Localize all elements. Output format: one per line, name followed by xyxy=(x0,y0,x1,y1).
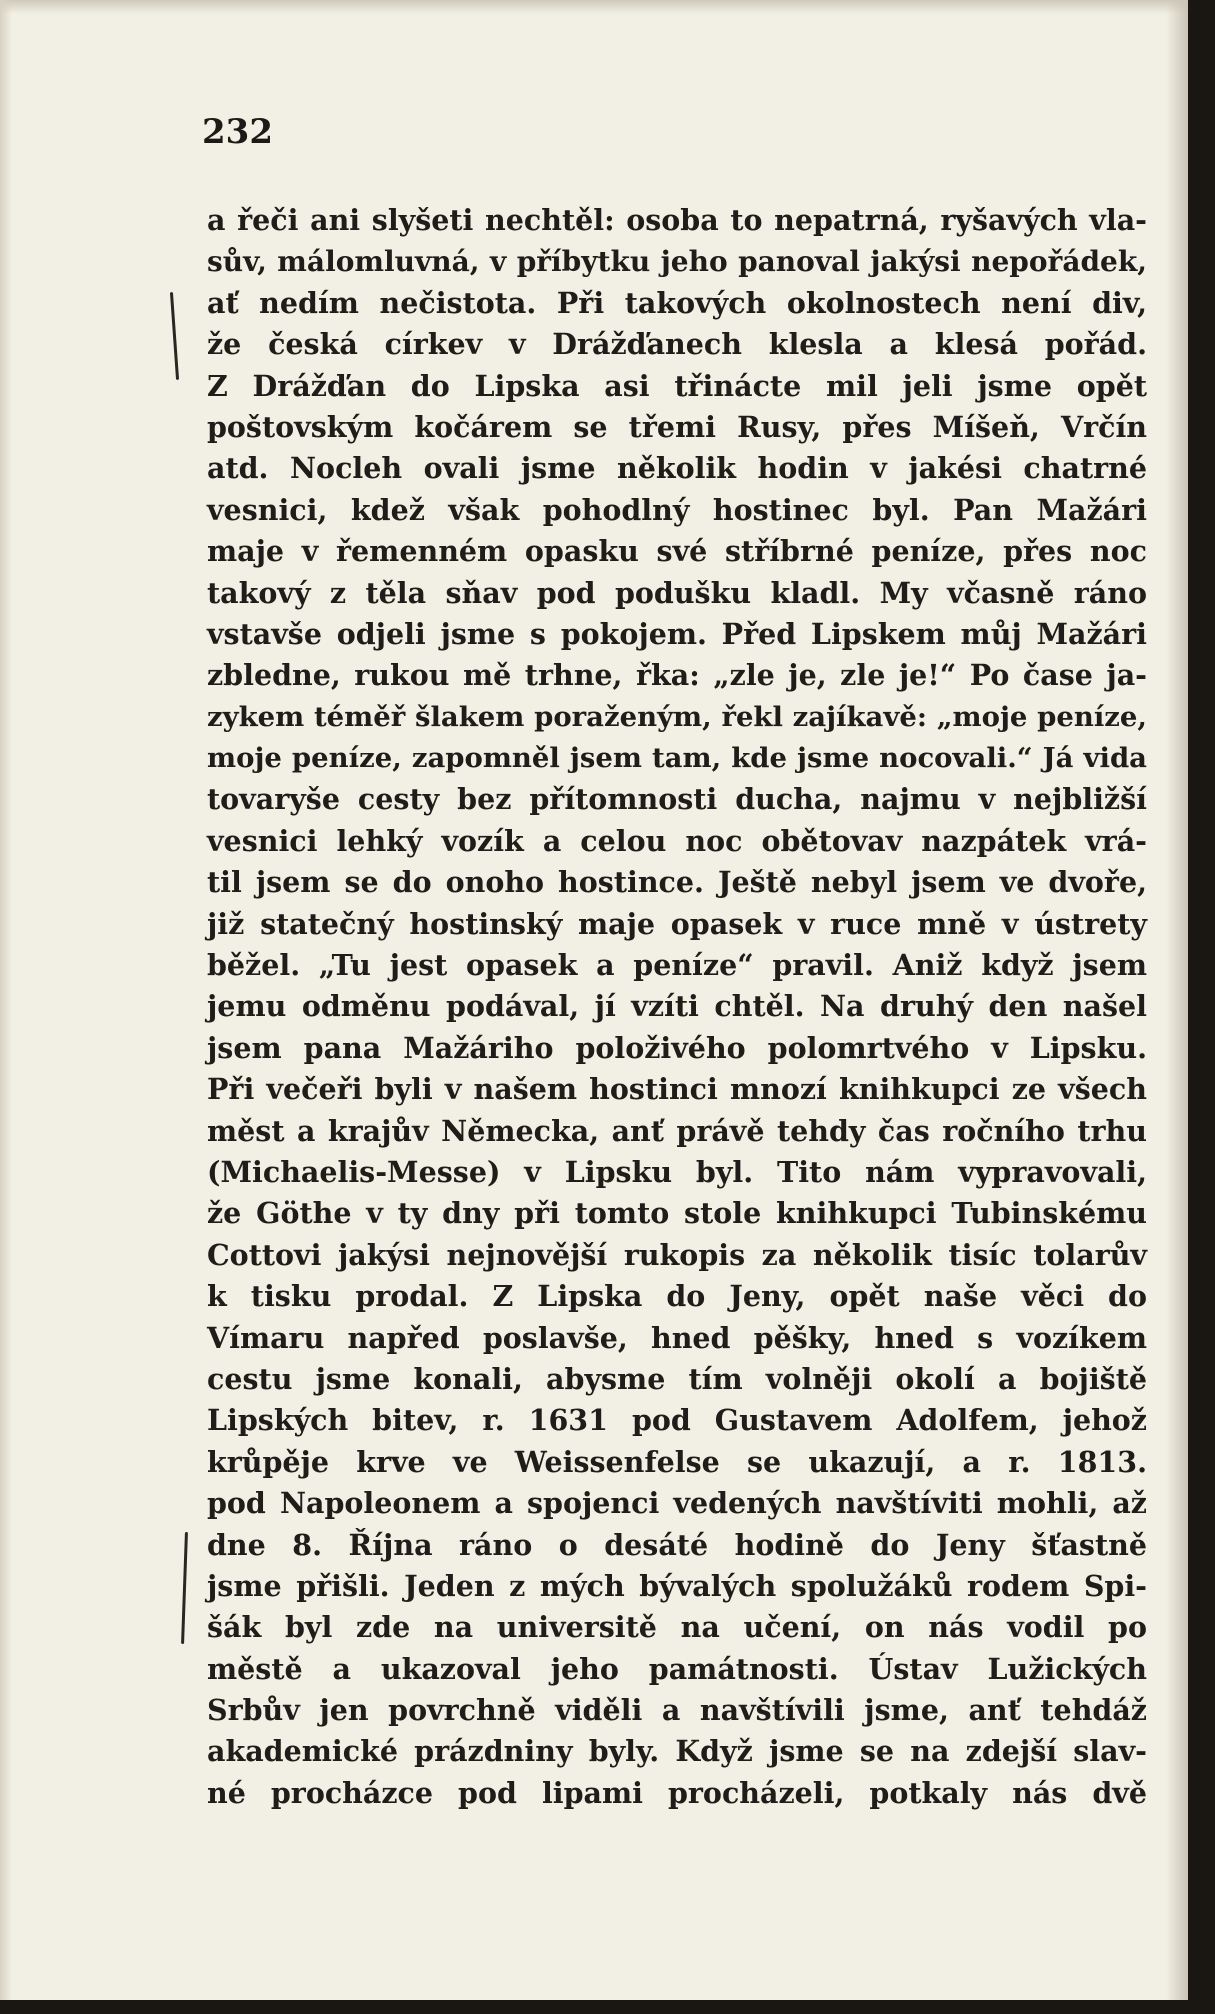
page-gutter-shadow xyxy=(1166,0,1188,2000)
text-line: šák byl zde na universitě na učení, on nás vodil po xyxy=(207,1610,1147,1645)
text-line: moje peníze, zapomněl jsem tam, kde jsme nocovali.“ Já vida xyxy=(207,742,1147,775)
text-line: že Göthe v ty dny při tomto stole knihkupci Tubinskému xyxy=(207,1196,1147,1231)
page-left-shadow xyxy=(0,0,12,2000)
margin-pencil-mark xyxy=(181,1532,188,1644)
text-line: jsme přišli. Jeden z mých bývalých spolužáků rodem Spi- xyxy=(207,1568,1147,1603)
text-line: jemu odměnu podával, jí vzíti chtěl. Na druhý den našel xyxy=(207,989,1147,1024)
text-line: atd. Nocleh ovali jsme několik hodin v jakési chatrné xyxy=(207,451,1147,486)
text-line: běžel. „Tu jest opasek a peníze“ pravil. Aniž když jsem xyxy=(207,948,1147,983)
text-line: pod Napoleonem a spojenci vedených navštíviti mohli, až xyxy=(207,1486,1147,1521)
text-line: Při večeři byli v našem hostinci mnozí knihkupci ze všech xyxy=(207,1072,1147,1107)
text-line: poštovským kočárem se třemi Rusy, přes Míšeň, Vrčín xyxy=(207,409,1147,444)
text-line: zykem téměř šlakem poraženým, řekl zajíkavě: „moje peníze, xyxy=(207,700,1147,733)
page-number: 232 xyxy=(202,112,273,152)
text-line: že česká církev v Drážďanech klesla a klesá pořád. xyxy=(207,327,1147,362)
text-line: již statečný hostinský maje opasek v ruce mně v ústrety xyxy=(207,906,1147,941)
text-line: dne 8. Října ráno o desáté hodině do Jeny šťastně xyxy=(207,1527,1147,1562)
text-line: Z Drážďan do Lipska asi třinácte mil jeli jsme opět xyxy=(207,368,1147,403)
text-line: ať nedím nečistota. Při takových okolnostech není div, xyxy=(207,285,1147,320)
page-top-shadow xyxy=(0,0,1188,14)
text-line: Lipských bitev, r. 1631 pod Gustavem Adolfem, jehož xyxy=(207,1403,1147,1438)
text-line: zbledne, rukou mě trhne, řka: „zle je, zle je!“ Po čase ja- xyxy=(207,658,1147,693)
text-line: akademické prázdniny byly. Když jsme se na zdejší slav- xyxy=(207,1734,1147,1769)
text-line: k tisku prodal. Z Lipska do Jeny, opět naše věci do xyxy=(207,1279,1147,1314)
text-line: Cottovi jakýsi nejnovější rukopis za několik tisíc tolarův xyxy=(207,1237,1147,1272)
text-line: a řeči ani slyšeti nechtěl: osoba to nepatrná, ryšavých vla- xyxy=(207,203,1147,237)
text-line: městě a ukazoval jeho památnosti. Ústav Lužických xyxy=(207,1651,1147,1686)
text-line: měst a krajův Německa, anť právě tehdy čas ročního trhu xyxy=(207,1113,1147,1148)
text-line: krůpěje krve ve Weissenfelse se ukazují, a r. 1813. xyxy=(207,1444,1147,1479)
text-line: (Michaelis-Messe) v Lipsku byl. Tito nám vypravovali, xyxy=(207,1154,1147,1189)
text-line: Srbův jen povrchně viděli a navštívili jsme, anť tehdáž xyxy=(207,1693,1147,1728)
text-line: sův, málomluvná, v příbytku jeho panoval jakýsi nepořádek, xyxy=(207,245,1147,279)
text-line: cestu jsme konali, abysme tím volněji okolí a bojiště xyxy=(207,1361,1147,1396)
text-line: né procházce pod lipami procházeli, potkaly nás dvě xyxy=(207,1775,1147,1810)
text-line: takový z těla sňav pod podušku kladl. My včasně ráno xyxy=(207,575,1147,610)
text-line: jsem pana Mažáriho položivého polomrtvého v Lipsku. xyxy=(207,1030,1147,1065)
text-line: vstavše odjeli jsme s pokojem. Před Lipskem můj Mažári xyxy=(207,616,1147,651)
text-line: tovaryše cesty bez přítomnosti ducha, najmu v nejbližší xyxy=(207,782,1147,817)
body-text xyxy=(207,200,1147,1814)
margin-pencil-mark xyxy=(170,292,179,380)
text-line: til jsem se do onoho hostince. Ještě nebyl jsem ve dvoře, xyxy=(207,865,1147,900)
text-line: vesnici, kdež však pohodlný hostinec byl. Pan Mažári xyxy=(207,492,1147,527)
text-line: Vímaru napřed poslavše, hned pěšky, hned s vozíkem xyxy=(207,1320,1147,1355)
text-line: maje v řemenném opasku své stříbrné peníze, přes noc xyxy=(207,534,1147,569)
text-line: vesnici lehký vozík a celou noc obětovav nazpátek vrá- xyxy=(207,823,1147,858)
